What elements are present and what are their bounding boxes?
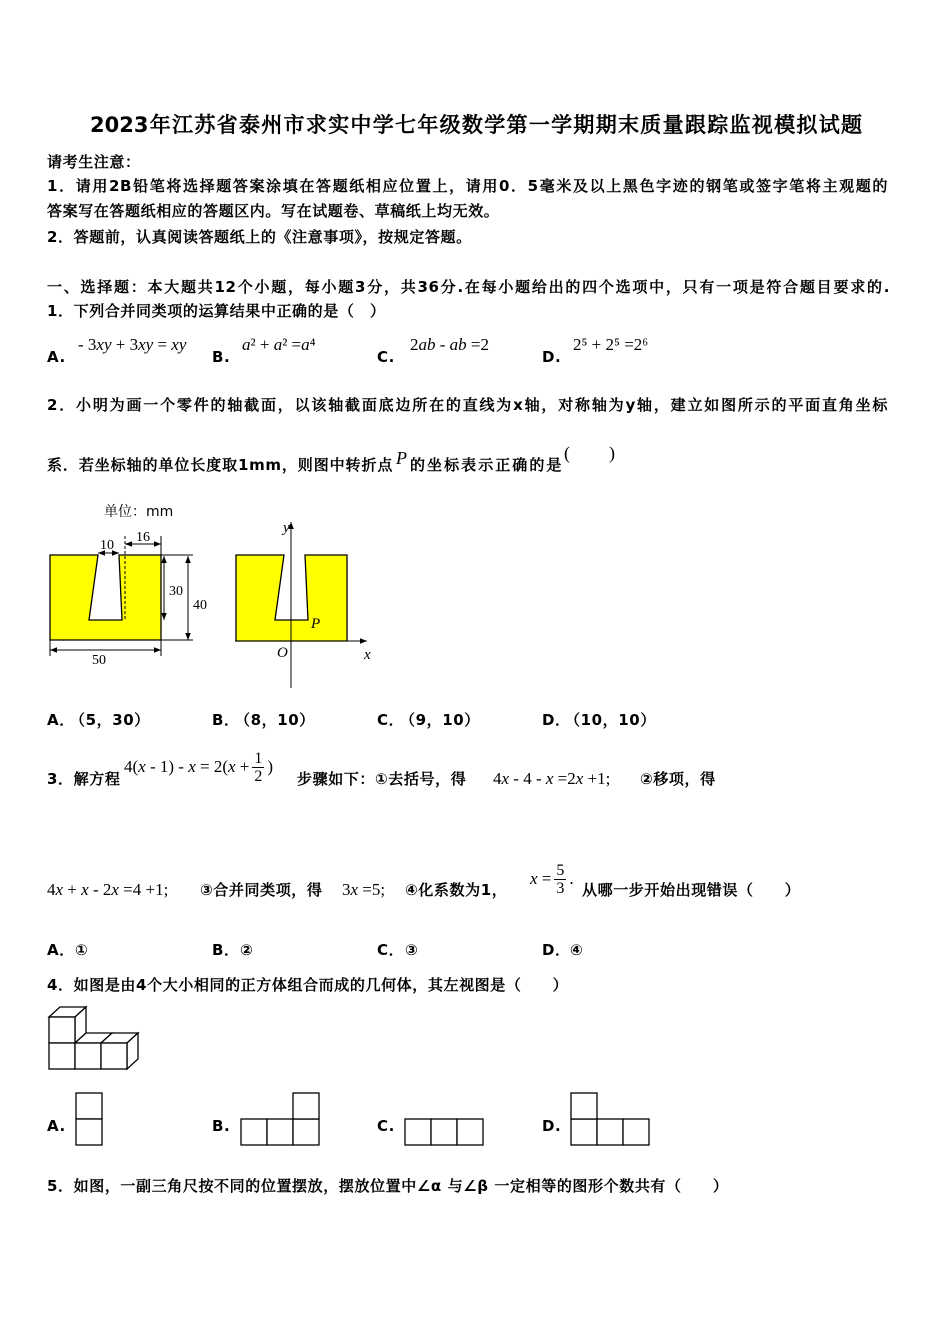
q1-option-c-expr: 2ab - ab =2 [410, 335, 490, 354]
option-b-view [241, 1093, 319, 1145]
q2-option-c-label: C． [377, 711, 405, 729]
dimension-label-30: 30 [169, 584, 183, 599]
q2-option-a-value: （5，30） [70, 711, 150, 729]
q3-option-d-label: D． [542, 941, 571, 959]
option-c-view [405, 1119, 483, 1145]
middle-cube-front-face [75, 1043, 101, 1069]
fraction-numerator: 1 [254, 749, 263, 767]
question-2-stem-line-1: 2．小明为画一个零件的轴截面，以该轴截面底边所在的直线为x轴，对称轴为y轴，建立如图所示的平面直角坐标 [47, 396, 888, 414]
x-axis-label: x [364, 647, 371, 663]
step-3-text: ③合并同类项，得 [200, 881, 323, 899]
question-5-stem: 5．如图，一副三角尺按不同的位置摆放，摆放位置中∠α 与∠β 一定相等的图形个数共有（ ） [47, 1177, 729, 1195]
dimension-label-50: 50 [92, 653, 106, 668]
question-2-stem-line-2-before: 系．若坐标轴的单位长度取1mm，则图中转折点 [47, 456, 393, 474]
view-square [405, 1119, 431, 1145]
option-a-view [76, 1093, 102, 1145]
page-title: 2023年江苏省泰州市求实中学七年级数学第一学期期末质量跟踪监视模拟试题 [90, 113, 862, 137]
answer-paren-close: ) [609, 443, 615, 463]
fraction-denominator: 3 [556, 879, 565, 897]
q3-option-d-value: ④ [570, 941, 584, 959]
q4-option-b-label: B. [212, 1117, 231, 1135]
q2-option-c-value: （9，10） [400, 711, 480, 729]
right-cube-front-face [101, 1043, 127, 1069]
q3-option-a-value: ① [75, 941, 89, 959]
dimension-label-10: 10 [100, 538, 114, 553]
question-3-equation [124, 747, 273, 787]
q3-option-b-label: B． [212, 941, 240, 959]
question-2-point-p: P [396, 448, 407, 468]
question-3-steps-intro: 步骤如下：①去括号，得 [297, 770, 467, 788]
q4-option-c-label: C. [377, 1117, 395, 1135]
cube-solid-figure [49, 1007, 138, 1069]
view-square [267, 1119, 293, 1145]
notice-item-1-line-1: 1．请用2B铅笔将选择题答案涂填在答题纸相应位置上，请用0．5毫米及以上黑色字迹的钢笔或签字笔将主观题的 [47, 177, 888, 195]
view-square [293, 1119, 319, 1145]
top-cube-front-face [49, 1017, 75, 1043]
q2-option-b-label: B． [212, 711, 240, 729]
left-cube-front-face [49, 1043, 75, 1069]
dimension-label-16: 16 [136, 530, 150, 545]
q1-option-d-label: D. [542, 348, 562, 366]
origin-label: O [277, 645, 288, 661]
q3-option-c-label: C． [377, 941, 405, 959]
view-square [293, 1093, 319, 1119]
q2-option-d-label: D． [542, 711, 571, 729]
q2-option-d-value: （10，10） [565, 711, 656, 729]
fraction-one-half [252, 750, 264, 785]
section-heading: 一、选择题：本大题共12个小题，每小题3分，共36分.在每小题给出的四个选项中，只有一项是符合题目要求的. [47, 278, 890, 296]
q1-option-a-label: A. [47, 348, 66, 366]
equation-close-paren: ) [267, 757, 274, 776]
view-square [431, 1119, 457, 1145]
q3-option-b-value: ② [240, 941, 254, 959]
q1-option-b-label: B. [212, 348, 231, 366]
q4-option-d-label: D. [542, 1117, 562, 1135]
answer-paren-open: ( [564, 443, 570, 463]
fraction-numerator: 5 [556, 861, 565, 879]
notice-item-1-line-2: 答案写在答题纸相应的答题区内。写在试题卷、草稿纸上均无效。 [47, 202, 500, 220]
view-square [571, 1119, 597, 1145]
view-square [457, 1119, 483, 1145]
step-4-expression [530, 859, 574, 899]
q1-option-d-expr: 2⁵ + 2⁵ =2⁶ [573, 335, 649, 354]
view-square [76, 1093, 102, 1119]
question-2-stem-line-2-after: 的坐标表示正确的是 [410, 456, 562, 474]
view-square [241, 1119, 267, 1145]
question-3-intro: 3．解方程 [47, 770, 121, 788]
part-cross-section-figure [50, 504, 207, 668]
dimension-label-40: 40 [193, 598, 207, 613]
point-p-label: P [311, 616, 321, 632]
step-1-expression: 4x - 4 - x =2x +1; [493, 769, 611, 788]
q1-option-b-expr: a² + a² =a⁴ [242, 335, 316, 354]
step-4-text: ④化系数为1， [405, 881, 508, 899]
step-2-text: ②移项，得 [640, 770, 716, 788]
notice-heading: 请考生注意： [47, 153, 141, 171]
fraction-denominator: 2 [254, 767, 263, 785]
question-1-stem: 1．下列合并同类项的运算结果中正确的是（ ） [47, 302, 386, 320]
equation-left-part: 4(x - 1) - x = 2(x + [124, 757, 250, 776]
view-square [623, 1119, 649, 1145]
option-d-view [571, 1093, 649, 1145]
question-3-question: 从哪一步开始出现错误（ ） [582, 881, 801, 899]
step-4-period: . [569, 869, 574, 888]
step-2-expression: 4x + x - 2x =4 +1; [47, 880, 169, 899]
view-square [597, 1119, 623, 1145]
step-3-expression: 3x =5; [342, 880, 386, 899]
q2-option-b-value: （8，10） [235, 711, 315, 729]
part-cross-section-shape [50, 555, 161, 640]
q1-option-c-label: C. [377, 348, 395, 366]
q2-option-a-label: A． [47, 711, 75, 729]
unit-label: 单位：mm [104, 504, 174, 520]
view-square [76, 1119, 102, 1145]
q3-option-c-value: ③ [405, 941, 419, 959]
fraction-five-thirds [554, 862, 566, 897]
q3-option-a-label: A． [47, 941, 75, 959]
q1-option-a-expr: - 3xy + 3xy = xy [78, 335, 187, 354]
question-4-stem: 4．如图是由4个大小相同的正方体组合而成的几何体，其左视图是（ ） [47, 976, 569, 994]
step-4-left-part: x = [530, 869, 552, 888]
coordinate-figure [235, 520, 371, 688]
notice-item-2: 2．答题前，认真阅读答题纸上的《注意事项》，按规定答题。 [47, 228, 472, 246]
view-square [571, 1093, 597, 1119]
y-axis-label: y [283, 520, 290, 536]
q4-option-a-label: A. [47, 1117, 66, 1135]
